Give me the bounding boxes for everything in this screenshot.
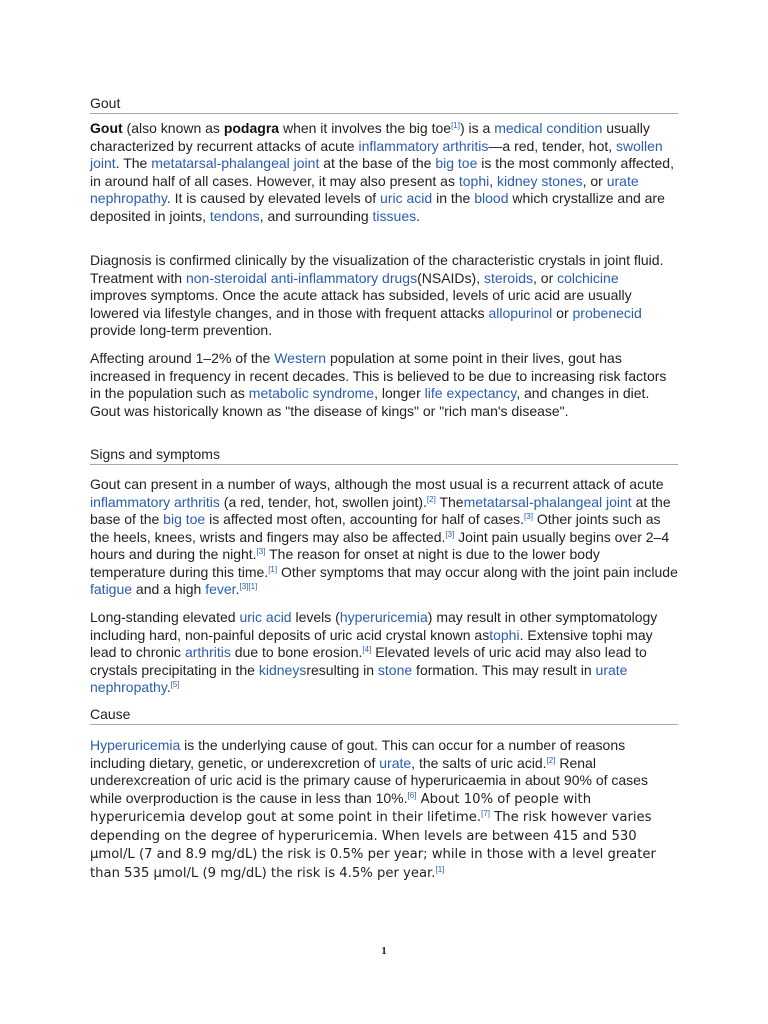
link-inflammatory-arthritis[interactable]: inflammatory arthritis (90, 493, 220, 510)
paragraph-gout-epidemiology: Affecting around 1–2% of the Western population at some point in their lives, gout has increased in frequency in recent decades. This is believed to be due to increasing risk factors in the population such as metabolic syndrome, longer life expectancy, and changes in diet. Gout was historically known as "the disease of kings" or "rich man's disease". (90, 350, 667, 419)
link-probenecid[interactable]: probenecid (572, 304, 642, 321)
link-stone[interactable]: stone (377, 661, 413, 678)
term-gout: Gout (90, 120, 123, 136)
link-urate-nephropathy[interactable]: urate nephropathy (90, 172, 639, 206)
citation-link[interactable]: [2] (426, 494, 436, 504)
citation-link[interactable]: [4] (362, 645, 372, 654)
citation-link[interactable]: [1] (268, 564, 278, 574)
citation-link[interactable]: [2] (546, 755, 556, 765)
term-podagra: podagra (223, 120, 280, 136)
link-swollen-joint[interactable]: swollen joint (90, 137, 663, 171)
paragraph-gout-intro: Gout (also known as podagra when it involves the big toe[1]) is a medical condition usually characterized by recurrent attacks of acute inflammatory arthritis—a red, tender, hot, swollen joint. The metatarsal-phalangeal joint at the base of the big toe is the most commonly affected, in around half of all cases. However, it may also present as tophi, kidney stones, or urate nephropathy. It is caused by elevated levels of uric acid in the blood which crystallize and are deposited in joints, tendons, and surrounding tissues. (90, 120, 674, 224)
citation-link[interactable]: [1] (451, 121, 460, 130)
link-urate-nephropathy[interactable]: urate nephropathy (90, 661, 628, 695)
section-heading-gout: Gout (90, 95, 678, 114)
citation-link[interactable]: [3] (445, 529, 455, 539)
link-metatarsal-phalangeal-joint[interactable]: metatarsal-phalangeal joint (463, 493, 632, 510)
link-big-toe[interactable]: big toe (435, 155, 478, 171)
citation-link[interactable]: [5] (170, 680, 180, 689)
section-cause (90, 706, 678, 725)
link-metatarsal-phalangeal-joint[interactable]: metatarsal-phalangeal joint (151, 155, 320, 171)
citation-link[interactable]: [6] (407, 790, 417, 800)
citation-link[interactable]: [3][1] (239, 582, 258, 591)
link-hyperuricemia[interactable]: Hyperuricemia (90, 737, 181, 753)
page-number: 1 (381, 945, 387, 957)
link-nsaids[interactable]: non-steroidal anti-inflammatory drugs (185, 269, 418, 286)
link-urate[interactable]: urate (379, 754, 412, 771)
link-medical-condition[interactable]: medical condition (494, 120, 603, 136)
link-allopurinol[interactable]: allopurinol (488, 304, 553, 321)
link-hyperuricemia[interactable]: hyperuricemia (339, 609, 428, 625)
link-colchicine[interactable]: colchicine (557, 269, 619, 286)
link-big-toe[interactable]: big toe (163, 511, 206, 527)
link-tissues[interactable]: tissues (372, 207, 417, 224)
citation-link[interactable]: [1] (435, 864, 445, 874)
section-signs (90, 446, 678, 465)
link-inflammatory-arthritis[interactable]: inflammatory arthritis (358, 137, 489, 154)
link-tophi[interactable]: tophi (489, 626, 520, 643)
link-tophi[interactable]: tophi (458, 172, 490, 189)
paragraph-signs-hyperuricemia: Long-standing elevated uric acid levels (hyperuricemia) may result in other symptomatology including hard, non-painful deposits of uric acid crystal known astophi. Extensive tophi may lead to chronic arthritis due to bone erosion.[4] Elevated levels of uric acid may also lead to crystals precipitating in the kidneysresulting in stone formation. This may result in urate nephropathy.[5] (90, 609, 658, 695)
link-uric-acid[interactable]: uric acid (380, 190, 433, 206)
link-kidney-stones[interactable]: kidney stones (497, 172, 583, 189)
section-heading-signs-and-symptoms: Signs and symptoms (90, 446, 678, 465)
link-uric-acid[interactable]: uric acid (239, 609, 292, 625)
link-fatigue[interactable]: fatigue (90, 581, 133, 597)
link-western[interactable]: Western (274, 350, 327, 366)
paragraph-cause: Hyperuricemia is the underlying cause of gout. This can occur for a number of reasons including dietary, genetic, or underexcretion of urate, the salts of uric acid.[2] Renal underexcreation of uric acid is the primary cause of hyperuricaemia in about 90% of cases while overproduction is the cause in less than 10%.[6] About 10% of people with hyperuricemia develop gout at some point in their lifetime.[7] The risk however varies depending on the degree of hyperuricemia. When levels are between 415 and 530 μmol/L (7 and 8.9 mg/dL) the risk is 0.5% per year; while in those with a level greater than 535 μmol/L (9 mg/dL) the risk is 4.5% per year.[1] (90, 737, 656, 881)
link-arthritis[interactable]: arthritis (184, 644, 231, 660)
link-kidneys[interactable]: kidneys (258, 661, 307, 678)
link-tendons[interactable]: tendons (209, 207, 260, 224)
citation-link[interactable]: [3] (524, 512, 533, 521)
citation-link[interactable]: [3] (256, 547, 266, 556)
link-steroids[interactable]: steroids (483, 269, 533, 286)
link-life-expectancy[interactable]: life expectancy (424, 385, 517, 401)
section-heading-cause: Cause (90, 706, 678, 725)
link-fever[interactable]: fever (205, 581, 236, 597)
section-gout (90, 95, 678, 114)
citation-link[interactable]: [7] (481, 809, 490, 818)
paragraph-gout-diagnosis: Diagnosis is confirmed clinically by the visualization of the characteristic crystals in joint fluid. Treatment with non-steroidal anti-inflammatory drugs(NSAIDs), steroids, or colchicine improves symptoms. Once the acute attack has subsided, levels of uric acid are usually lowered via lifestyle changes, and in those with frequent attacks allopurinol or probenecid provide long-term prevention. (90, 252, 664, 338)
link-blood[interactable]: blood (474, 190, 509, 206)
link-metabolic-syndrome[interactable]: metabolic syndrome (248, 385, 375, 401)
paragraph-signs-presentation: Gout can present in a number of ways, although the most usual is a recurrent attack of acute inflammatory arthritis (a red, tender, hot, swollen joint).[2] Themetatarsal-phalangeal joint at the base of the big toe is affected most often, accounting for half of cases.[3] Other joints such as the heels, knees, wrists and fingers may also be affected.[3] Joint pain usually begins over 2–4 hours and during the night.[3] The reason for onset at night is due to the lower body temperature during this time.[1] Other symptoms that may occur along with the joint pain include fatigue and a high fever.[3][1] (90, 476, 678, 597)
